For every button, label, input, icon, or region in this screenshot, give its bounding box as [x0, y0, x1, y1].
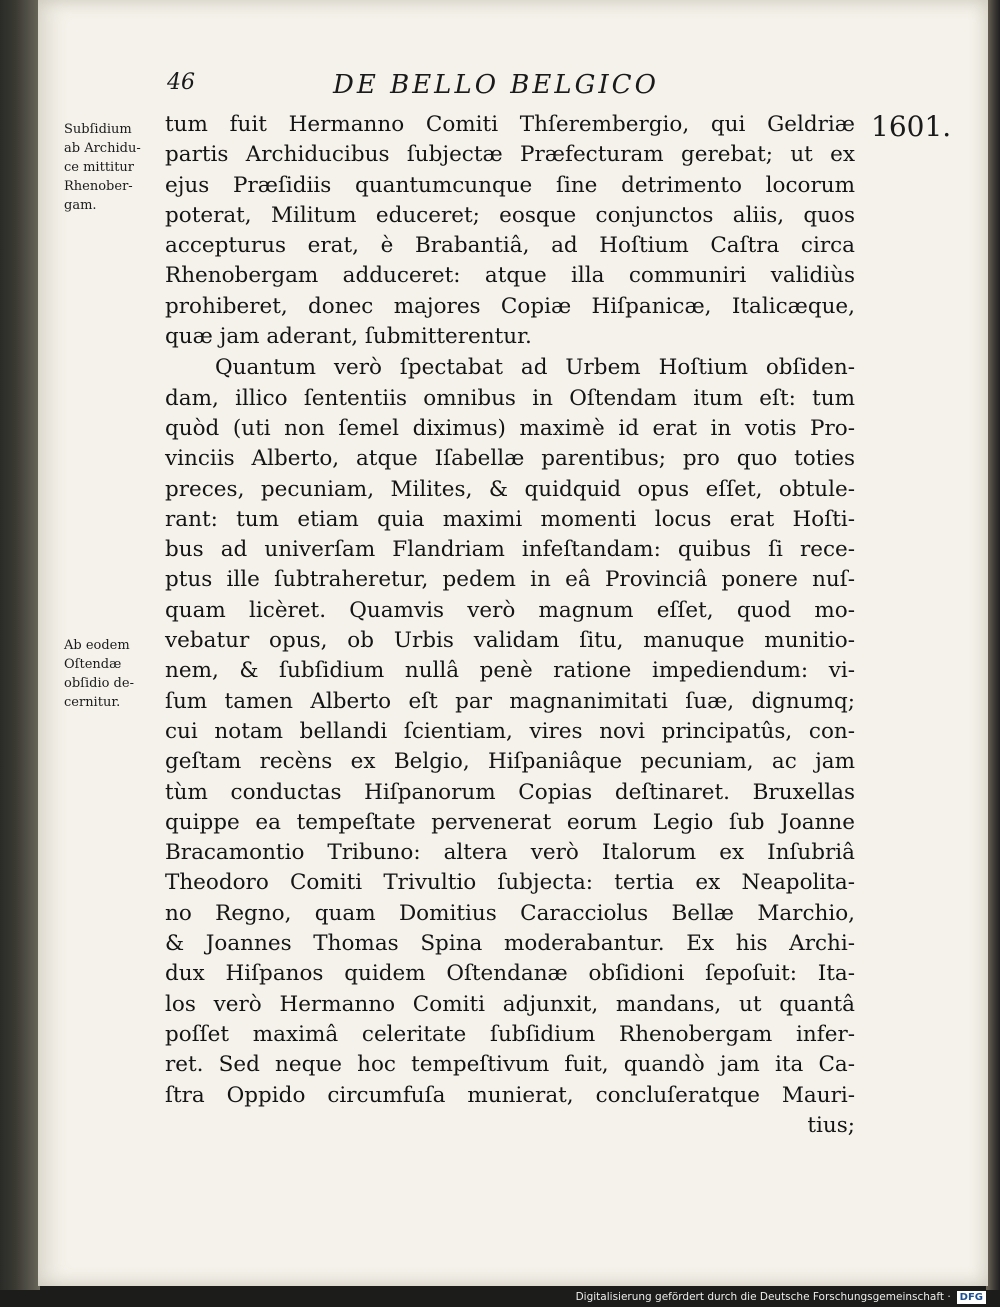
text-line: bus ad univerſam Flandriam infeſtandam: quibus ſi rece- [165, 537, 855, 563]
text-line: Theodoro Comiti Trivultio ſubjecta: tertia ex Neapolita- [165, 870, 855, 896]
text-line: rant: tum etiam quia maximi momenti locus erat Hoſti- [165, 506, 855, 532]
text-line: dux Hiſpanos quidem Oſtendanæ obſidioni ſepoſuit: Ita- [165, 961, 855, 987]
text-line: Quantum verò ſpectabat ad Urbem Hoſtium obſiden- [215, 355, 855, 381]
text-line: quippe ea tempeſtate pervenerat eorum Legio ſub Joanne [165, 809, 855, 835]
text-line: ret. Sed neque hoc tempeſtivum fuit, quandò jam ita Ca- [165, 1052, 855, 1078]
margin-note-subsidium [64, 120, 150, 215]
text-line: tùm conductas Hiſpanorum Copias deſtinaret. Bruxellas [165, 779, 855, 805]
running-title: DE BELLO BELGICO [333, 70, 659, 100]
year-marginal: 1601. [871, 110, 952, 143]
text-line: ptus ille ſubtraheretur, pedem in eâ Provinciâ ponere nuſ- [165, 567, 855, 593]
text-line: quam licèret. Quamvis verò magnum eſſet, quod mo- [165, 597, 855, 623]
text-line: cui notam bellandi ſcientiam, vires novi principatûs, con- [165, 718, 855, 744]
margin-note-line: Rhenober- [64, 179, 133, 194]
body-text [165, 110, 855, 1141]
margin-note-line: Subſidium [64, 122, 132, 137]
text-line: poſſet maximâ celeritate ſubſidium Rhenobergam infer- [165, 1021, 855, 1047]
text-line: no Regno, quam Domitius Caracciolus Bellæ Marchio, [165, 900, 855, 926]
credit-text: Digitalisierung gefördert durch die Deutsche Forschungsgemeinschaft · [575, 1291, 951, 1303]
text-line: geſtam recèns ex Belgio, Hiſpaniâque pecuniam, ac jam [165, 749, 855, 775]
book-page [38, 0, 988, 1286]
text-line: quæ jam aderant, ſubmitterentur. [165, 324, 532, 350]
text-line: tius; [807, 1112, 855, 1138]
text-line: Bracamontio Tribuno: altera verò Italorum ex Inſubriâ [165, 840, 855, 866]
text-line: prohiberet, donec majores Copiæ Hiſpanicæ, Italicæque, [165, 293, 855, 319]
text-line: tum fuit Hermanno Comiti Thſerembergio, qui Geldriæ [165, 112, 855, 137]
margin-note-line: Ab eodem [64, 638, 130, 653]
text-line: Rhenobergam adduceret: atque illa communiri validiùs [165, 263, 855, 289]
book-spine-edge [0, 0, 40, 1290]
text-line: ejus Præſidiis quantumcunque ſine detrimento locorum [165, 172, 855, 198]
margin-note-line: ce mittitur [64, 160, 135, 175]
text-line: & Joannes Thomas Spina moderabantur. Ex his Archi- [165, 931, 855, 957]
digitization-credit [576, 1289, 986, 1305]
margin-note-line: ab Archidu- [64, 141, 141, 156]
text-line: ſtra Oppido circumfuſa munierat, concluſeratque Mauri- [165, 1082, 855, 1108]
text-line: vinciis Alberto, atque Iſabellæ parentibus; pro quo toties [165, 446, 855, 472]
page-number: 46 [167, 70, 195, 95]
margin-note-ostenda [64, 636, 150, 712]
margin-note-line: cernitur. [64, 695, 121, 710]
text-line: ſum tamen Alberto eſt par magnanimitati ſuæ, dignumq; [165, 688, 855, 714]
text-line: poterat, Militum educeret; eosque conjunctos aliis, quos [165, 202, 855, 228]
text-line: preces, pecuniam, Milites, & quidquid opus eſſet, obtule- [165, 476, 855, 502]
text-line: quòd (uti non ſemel diximus) maximè id erat in votis Pro- [165, 415, 855, 441]
dfg-logo: DFG [957, 1291, 986, 1304]
text-line: vebatur opus, ob Urbis validam ſitu, manuque munitio- [165, 628, 855, 654]
text-line: los verò Hermanno Comiti adjunxit, mandans, ut quantâ [165, 991, 855, 1017]
page-fore-edge [986, 0, 1000, 1290]
text-line: accepturus erat, è Brabantiâ, ad Hoſtium Caſtra circa [165, 233, 855, 259]
margin-note-line: obſidio de- [64, 676, 134, 691]
text-line: nem, & ſubſidium nullâ penè ratione impediendum: vi- [165, 658, 855, 684]
text-line: dam, illico ſententiis omnibus in Oſtendam itum eſt: tum [165, 385, 855, 411]
text-line: partis Archiducibus ſubjectæ Præfecturam gerebat; ut ex [165, 142, 855, 168]
margin-note-line: gam. [64, 198, 97, 213]
margin-note-line: Oſtendæ [64, 657, 122, 672]
